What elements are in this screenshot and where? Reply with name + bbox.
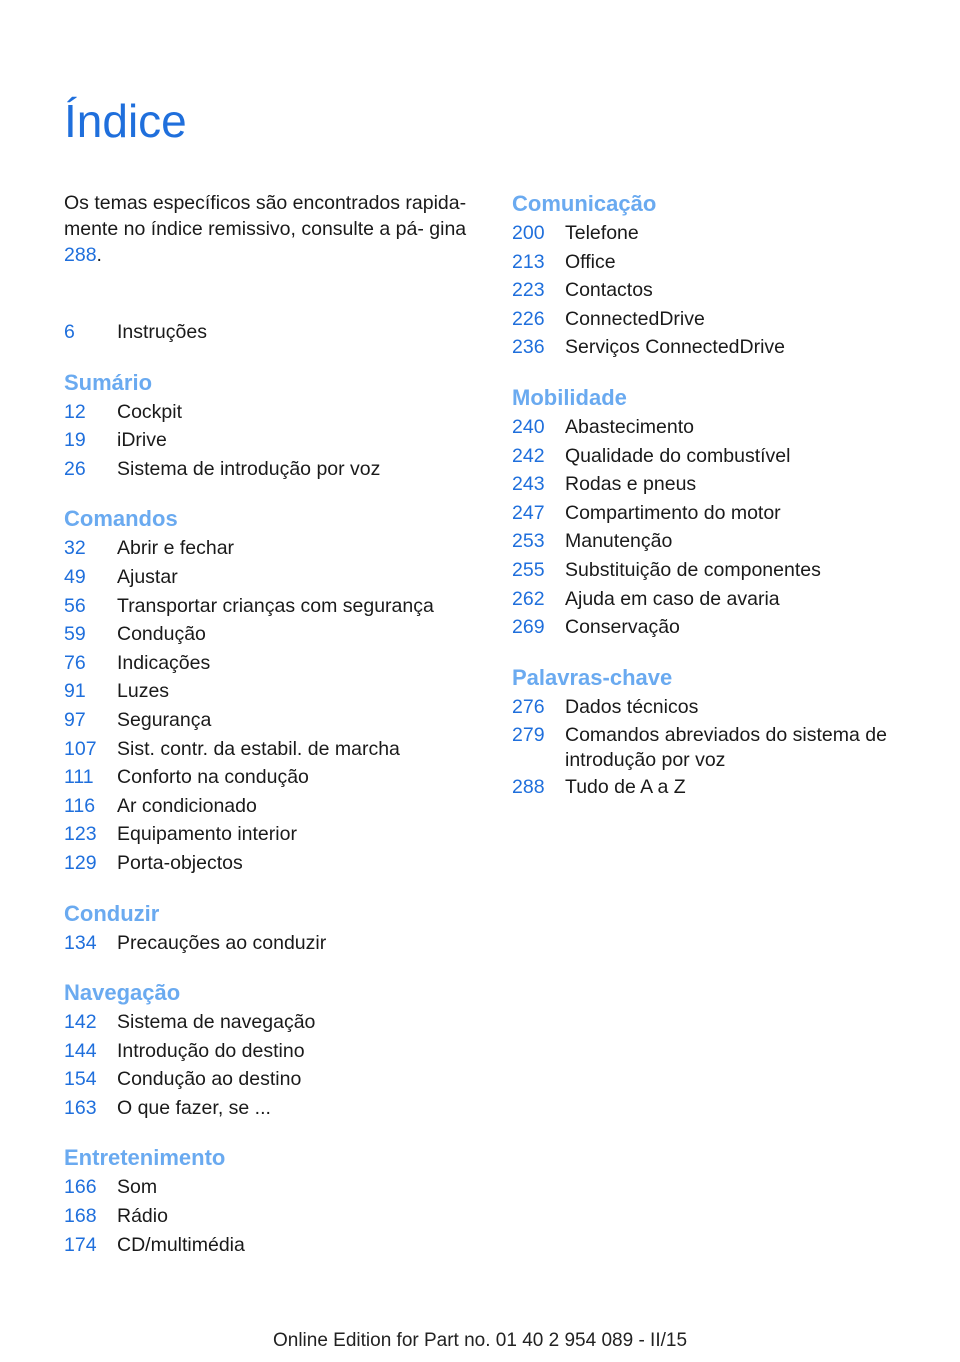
section-title: Entretenimento (64, 1145, 226, 1171)
toc-page-number[interactable]: 116 (64, 794, 96, 817)
toc-page-number[interactable]: 134 (64, 931, 97, 954)
section-title: Comandos (64, 506, 178, 532)
toc-entry[interactable] (64, 1202, 484, 1231)
toc-entry[interactable] (64, 735, 484, 764)
toc-entry-label: Sist. contr. da estabil. de marcha (117, 737, 400, 760)
toc-page-number[interactable]: 168 (64, 1205, 97, 1228)
section-title: Mobilidade (512, 384, 627, 410)
toc-entry[interactable] (64, 398, 484, 427)
intro-text: Os temas específicos são encontrados rapida- mente no índice remissivo, consulte a pá- gina (64, 192, 467, 240)
toc-entry[interactable] (64, 929, 484, 958)
toc-entry[interactable] (64, 677, 484, 706)
toc-page-number[interactable]: 19 (64, 429, 86, 452)
toc-entry[interactable] (512, 613, 932, 642)
toc-entry[interactable] (512, 693, 932, 722)
toc-page-number[interactable]: 107 (64, 737, 97, 760)
toc-page-number[interactable]: 223 (512, 279, 545, 302)
toc-page-number[interactable]: 56 (64, 594, 86, 617)
toc-page-number[interactable]: 154 (64, 1068, 97, 1091)
toc-entry[interactable] (512, 527, 932, 556)
section-title: Sumário (64, 369, 153, 395)
section-title: Palavras-chave (512, 664, 673, 690)
toc-entry-label: Porta-objectos (117, 851, 243, 874)
section-title: Navegação (64, 980, 181, 1006)
toc-entry[interactable] (512, 585, 932, 614)
intro-end: . (96, 244, 102, 266)
toc-page-number[interactable]: 123 (64, 823, 97, 846)
toc-page-number[interactable]: 142 (64, 1011, 97, 1034)
footer: Online Edition for Part no. 01 40 2 954 089 - II/15 (272, 1330, 688, 1351)
toc-entry[interactable] (64, 1173, 484, 1202)
toc-entry-label: Abrir e fechar (117, 537, 235, 560)
toc-entry[interactable] (64, 455, 484, 484)
toc-right-column (512, 190, 932, 824)
toc-entry-label: Substituição de componentes (565, 558, 821, 581)
toc-entry[interactable] (64, 1231, 484, 1260)
toc-entry-label: Ar condicionado (117, 794, 257, 817)
toc-page-number[interactable]: 253 (512, 530, 545, 553)
toc-entry[interactable] (64, 706, 484, 735)
page-title: Índice (64, 95, 187, 147)
toc-entry[interactable] (64, 318, 484, 347)
toc-entry-label: Dados técnicos (565, 695, 699, 718)
toc-entry[interactable] (64, 534, 484, 563)
toc-entry-label: Condução (117, 623, 206, 646)
toc-entry-label: Conforto na condução (117, 766, 309, 789)
toc-entry-label: Cockpit (117, 400, 183, 423)
toc-entry[interactable] (64, 1065, 484, 1094)
toc-entry[interactable] (64, 763, 484, 792)
toc-entry[interactable] (64, 849, 484, 878)
toc-page-number[interactable]: 97 (64, 708, 86, 731)
toc-entry-label: Serviços ConnectedDrive (565, 336, 786, 359)
toc-entry-label: Ajustar (117, 565, 178, 588)
toc-entry[interactable] (512, 721, 932, 773)
toc-entry[interactable] (512, 773, 932, 802)
toc-entry[interactable] (64, 563, 484, 592)
toc-entry[interactable] (64, 620, 484, 649)
toc-entry-label: Telefone (565, 222, 639, 244)
toc-entry[interactable] (64, 649, 484, 678)
toc-entry-label: Office (565, 250, 616, 273)
toc-entry-label: Introdução do destino (117, 1039, 305, 1062)
toc-page-number[interactable]: 288 (512, 776, 545, 799)
toc-section (64, 900, 484, 958)
toc-page-number[interactable]: 129 (64, 851, 97, 874)
toc-entry[interactable] (64, 792, 484, 821)
toc-page-number[interactable]: 247 (512, 501, 545, 524)
toc-section (512, 190, 932, 362)
toc-page-number[interactable]: 26 (64, 457, 86, 480)
toc-entry[interactable] (64, 1037, 484, 1066)
toc-page-number[interactable]: 163 (64, 1096, 97, 1119)
toc-entry-label: Abastecimento (565, 415, 694, 438)
toc-page-number[interactable]: 262 (512, 587, 545, 610)
toc-entry[interactable] (64, 426, 484, 455)
toc-page-number[interactable]: 91 (64, 680, 86, 703)
toc-entry[interactable] (512, 276, 932, 305)
toc-entry-label: Conservação (565, 616, 680, 639)
toc-page-number[interactable]: 174 (64, 1233, 97, 1256)
toc-entry[interactable] (512, 219, 932, 248)
toc-entry-label: O que fazer, se ... (117, 1096, 271, 1119)
toc-page-number[interactable]: 236 (512, 336, 545, 359)
section-title: Conduzir (64, 900, 160, 926)
toc-page-number[interactable]: 279 (512, 724, 545, 747)
toc-entry-label: Precauções ao conduzir (117, 931, 327, 954)
toc-entry[interactable] (512, 499, 932, 528)
toc-entry[interactable] (64, 592, 484, 621)
toc-page-number[interactable]: 76 (64, 651, 86, 674)
toc-entry-label: Comandos abreviados do sistema de introdução por voz (565, 724, 887, 772)
toc-entry-label: Tudo de A a Z (565, 776, 686, 799)
toc-entry-label: Qualidade do combustível (565, 444, 791, 467)
section-title: Comunicação (512, 191, 657, 216)
toc-section (64, 1144, 484, 1259)
toc-entry-label: Rádio (117, 1205, 168, 1228)
toc-entry-label: CD/multimédia (117, 1233, 245, 1256)
toc-page-number[interactable]: 243 (512, 473, 545, 496)
toc-entry[interactable] (512, 556, 932, 585)
toc-entry-label: Luzes (117, 680, 170, 703)
toc-page-number[interactable]: 32 (64, 537, 86, 560)
toc-section (512, 664, 932, 802)
intro-page-link[interactable]: 288 (64, 244, 97, 266)
toc-entry[interactable] (512, 305, 932, 334)
toc-entry-label: Contactos (565, 279, 653, 302)
toc-page-number[interactable]: 6 (64, 321, 75, 343)
toc-page-number[interactable]: 226 (512, 307, 545, 330)
toc-page-number[interactable]: 49 (64, 565, 86, 588)
toc-page-number[interactable]: 59 (64, 623, 86, 646)
toc-entry[interactable] (512, 248, 932, 277)
toc-page-number[interactable]: 269 (512, 616, 545, 639)
toc-page-number[interactable]: 166 (64, 1176, 97, 1199)
toc-section (64, 505, 484, 877)
toc-entry[interactable] (512, 333, 932, 362)
toc-entry-label: Ajuda em caso de avaria (565, 587, 780, 610)
toc-section (64, 318, 484, 347)
intro-paragraph (64, 190, 484, 268)
toc-page-number[interactable]: 255 (512, 558, 545, 581)
toc-page-number[interactable]: 200 (512, 222, 545, 244)
toc-page-number[interactable]: 12 (64, 400, 86, 423)
toc-entry-label: Condução ao destino (117, 1068, 302, 1091)
toc-page-number[interactable]: 144 (64, 1039, 97, 1062)
toc-page-number[interactable]: 240 (512, 415, 545, 438)
toc-entry-label: Som (117, 1176, 158, 1199)
toc-page-number[interactable]: 242 (512, 444, 545, 467)
toc-entry-label: Manutenção (565, 530, 673, 553)
toc-entry-label: Transportar crianças com segurança (117, 594, 434, 617)
toc-page-number[interactable]: 111 (64, 766, 94, 789)
toc-section (512, 384, 932, 642)
toc-page-number[interactable]: 276 (512, 695, 545, 718)
toc-entry-label: Equipamento interior (117, 823, 297, 846)
toc-entry[interactable] (64, 1008, 484, 1037)
toc-entry-label: ConnectedDrive (565, 307, 705, 330)
toc-entry-label: iDrive (117, 429, 167, 452)
toc-entry[interactable] (64, 820, 484, 849)
toc-entry-label: Sistema de introdução por voz (117, 457, 381, 480)
toc-entry-label: Segurança (117, 708, 212, 731)
toc-entry-label: Indicações (117, 651, 211, 674)
toc-section (64, 369, 484, 484)
toc-entry[interactable] (64, 1094, 484, 1123)
toc-section (64, 979, 484, 1122)
toc-entry[interactable] (512, 442, 932, 471)
toc-left-column (64, 318, 484, 1281)
toc-entry-label: Instruções (117, 321, 207, 343)
toc-entry-label: Sistema de navegação (117, 1011, 316, 1034)
toc-entry[interactable] (512, 413, 932, 442)
toc-entry-label: Compartimento do motor (565, 501, 781, 524)
toc-entry-label: Rodas e pneus (565, 473, 697, 496)
toc-page-number[interactable]: 213 (512, 250, 545, 273)
toc-entry[interactable] (512, 470, 932, 499)
